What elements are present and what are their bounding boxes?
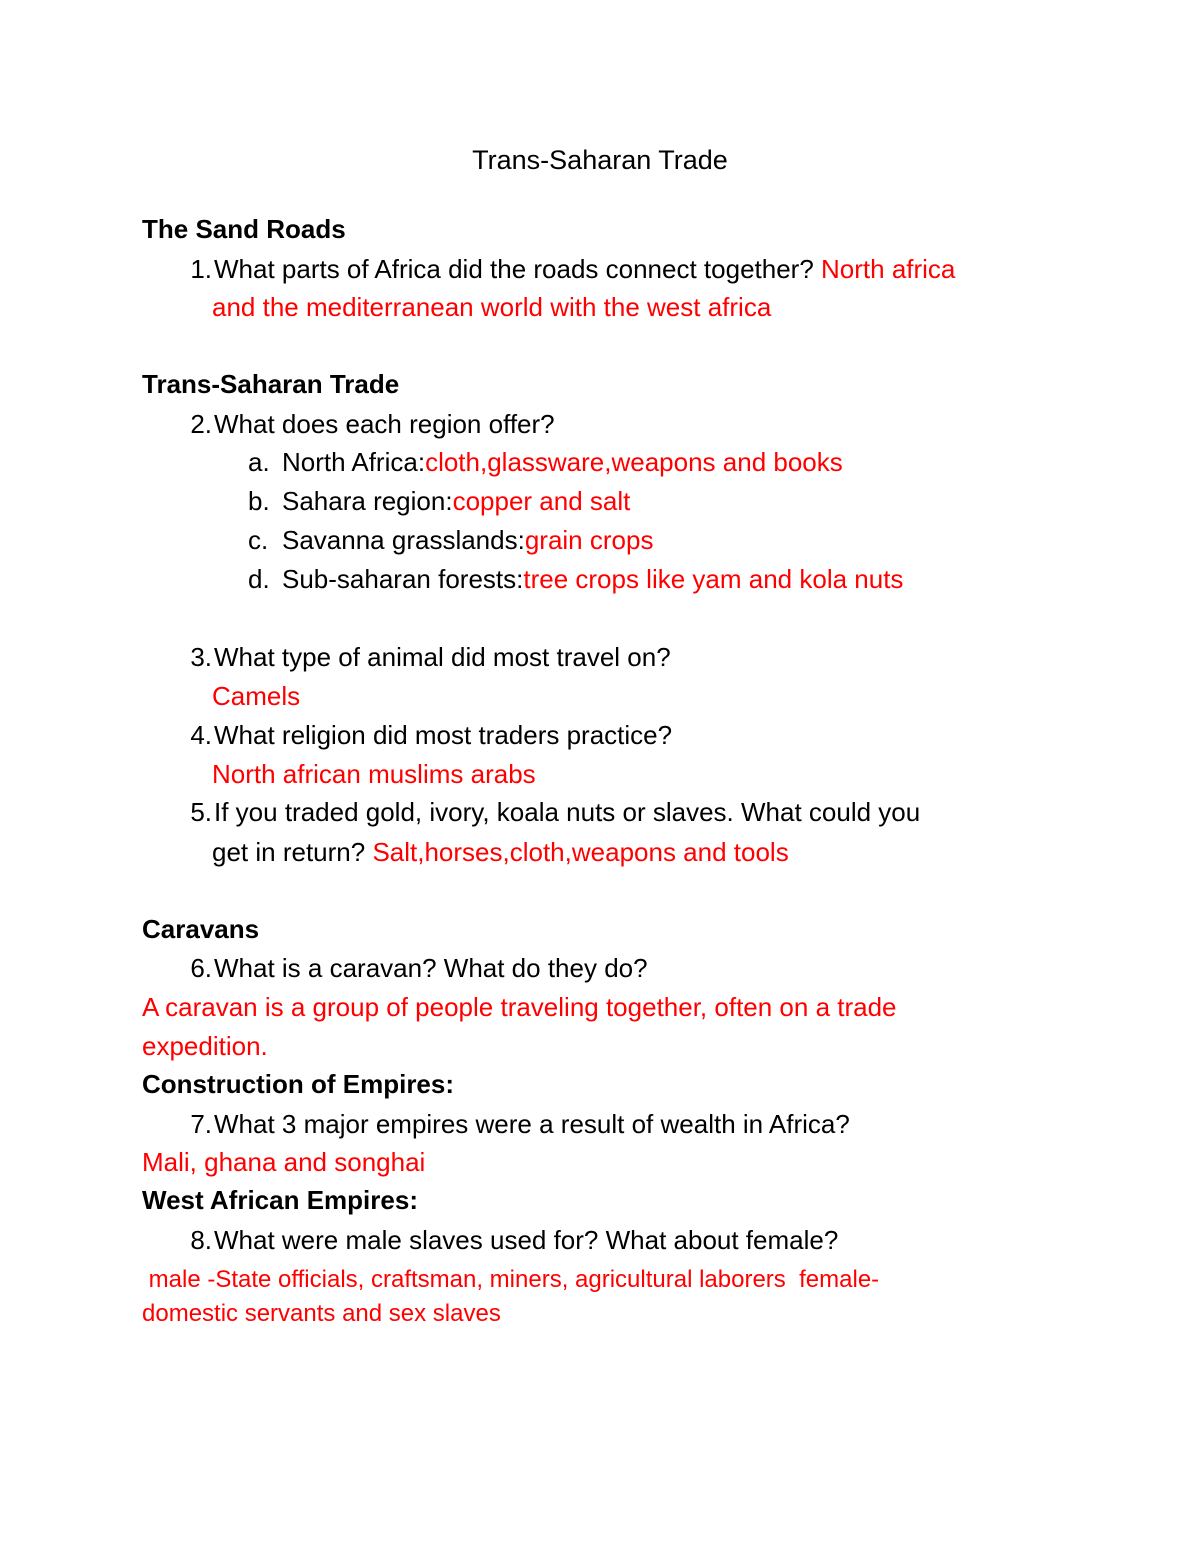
- answer-6-continued: expedition.: [142, 1031, 268, 1061]
- item-answer: copper and salt: [452, 486, 631, 516]
- region-item-sahara: [248, 483, 630, 519]
- question-8: [178, 1222, 838, 1258]
- answer-text: North africa: [821, 254, 956, 284]
- item-answer: tree crops like yam and kola nuts: [523, 564, 904, 594]
- question-text: get in return?: [212, 837, 373, 867]
- question-text: What parts of Africa did the roads connect together?: [214, 254, 822, 284]
- heading-trans-saharan-trade: Trans-Saharan Trade: [142, 369, 400, 399]
- heading-construction-of-empires: Construction of Empires:: [142, 1069, 455, 1099]
- heading-caravans: Caravans: [142, 914, 260, 944]
- question-text: What were male slaves used for? What about female?: [214, 1225, 839, 1255]
- item-label: Sahara region:: [282, 486, 453, 516]
- item-letter: c.: [248, 525, 269, 555]
- heading-west-african-empires: West African Empires:: [142, 1185, 418, 1215]
- answer-8: male -State officials, craftsman, miners, agricultural laborers female-: [142, 1266, 880, 1293]
- question-number: 5.: [190, 797, 212, 827]
- question-text: What religion did most traders practice?: [214, 720, 673, 750]
- answer-6: A caravan is a group of people traveling together, often on a trade: [142, 992, 897, 1022]
- document-title: Trans-Saharan Trade: [472, 145, 728, 175]
- answer-3: Camels: [212, 681, 301, 711]
- item-label: North Africa:: [282, 447, 426, 477]
- question-7: [178, 1106, 850, 1142]
- heading-sand-roads: The Sand Roads: [142, 214, 346, 244]
- item-letter: d.: [248, 564, 270, 594]
- item-letter: a.: [248, 447, 270, 477]
- item-letter: b.: [248, 486, 270, 516]
- question-5: [178, 794, 920, 830]
- question-4: [178, 717, 672, 753]
- question-number: 4.: [190, 720, 212, 750]
- question-text: What is a caravan? What do they do?: [214, 953, 648, 983]
- question-6: [178, 950, 648, 986]
- region-item-sub-saharan: [248, 561, 903, 597]
- question-1: [178, 251, 955, 287]
- question-text: If you traded gold, ivory, koala nuts or slaves. What could you: [214, 797, 921, 827]
- region-item-savanna: [248, 522, 653, 558]
- answer-7: Mali, ghana and songhai: [142, 1147, 426, 1177]
- question-text: What 3 major empires were a result of wealth in Africa?: [214, 1109, 850, 1139]
- question-text: What type of animal did most travel on?: [214, 642, 671, 672]
- question-text: What does each region offer?: [214, 409, 555, 439]
- answer-1-continued: and the mediterranean world with the west africa: [212, 292, 772, 322]
- question-5-continued: [212, 834, 789, 870]
- question-number: 7.: [190, 1109, 212, 1139]
- answer-4: North african muslims arabs: [212, 759, 536, 789]
- answer-8-continued: domestic servants and sex slaves: [142, 1300, 501, 1327]
- question-3: [178, 639, 671, 675]
- question-number: 3.: [190, 642, 212, 672]
- question-number: 8.: [190, 1225, 212, 1255]
- item-label: Savanna grasslands:: [282, 525, 525, 555]
- question-number: 1.: [190, 254, 212, 284]
- question-2: [178, 406, 555, 442]
- item-answer: cloth,glassware,weapons and books: [425, 447, 843, 477]
- question-number: 6.: [190, 953, 212, 983]
- question-number: 2.: [190, 409, 212, 439]
- region-item-north-africa: [248, 444, 843, 480]
- item-answer: grain crops: [524, 525, 654, 555]
- item-label: Sub-saharan forests:: [282, 564, 524, 594]
- answer-text: Salt,horses,cloth,weapons and tools: [372, 837, 789, 867]
